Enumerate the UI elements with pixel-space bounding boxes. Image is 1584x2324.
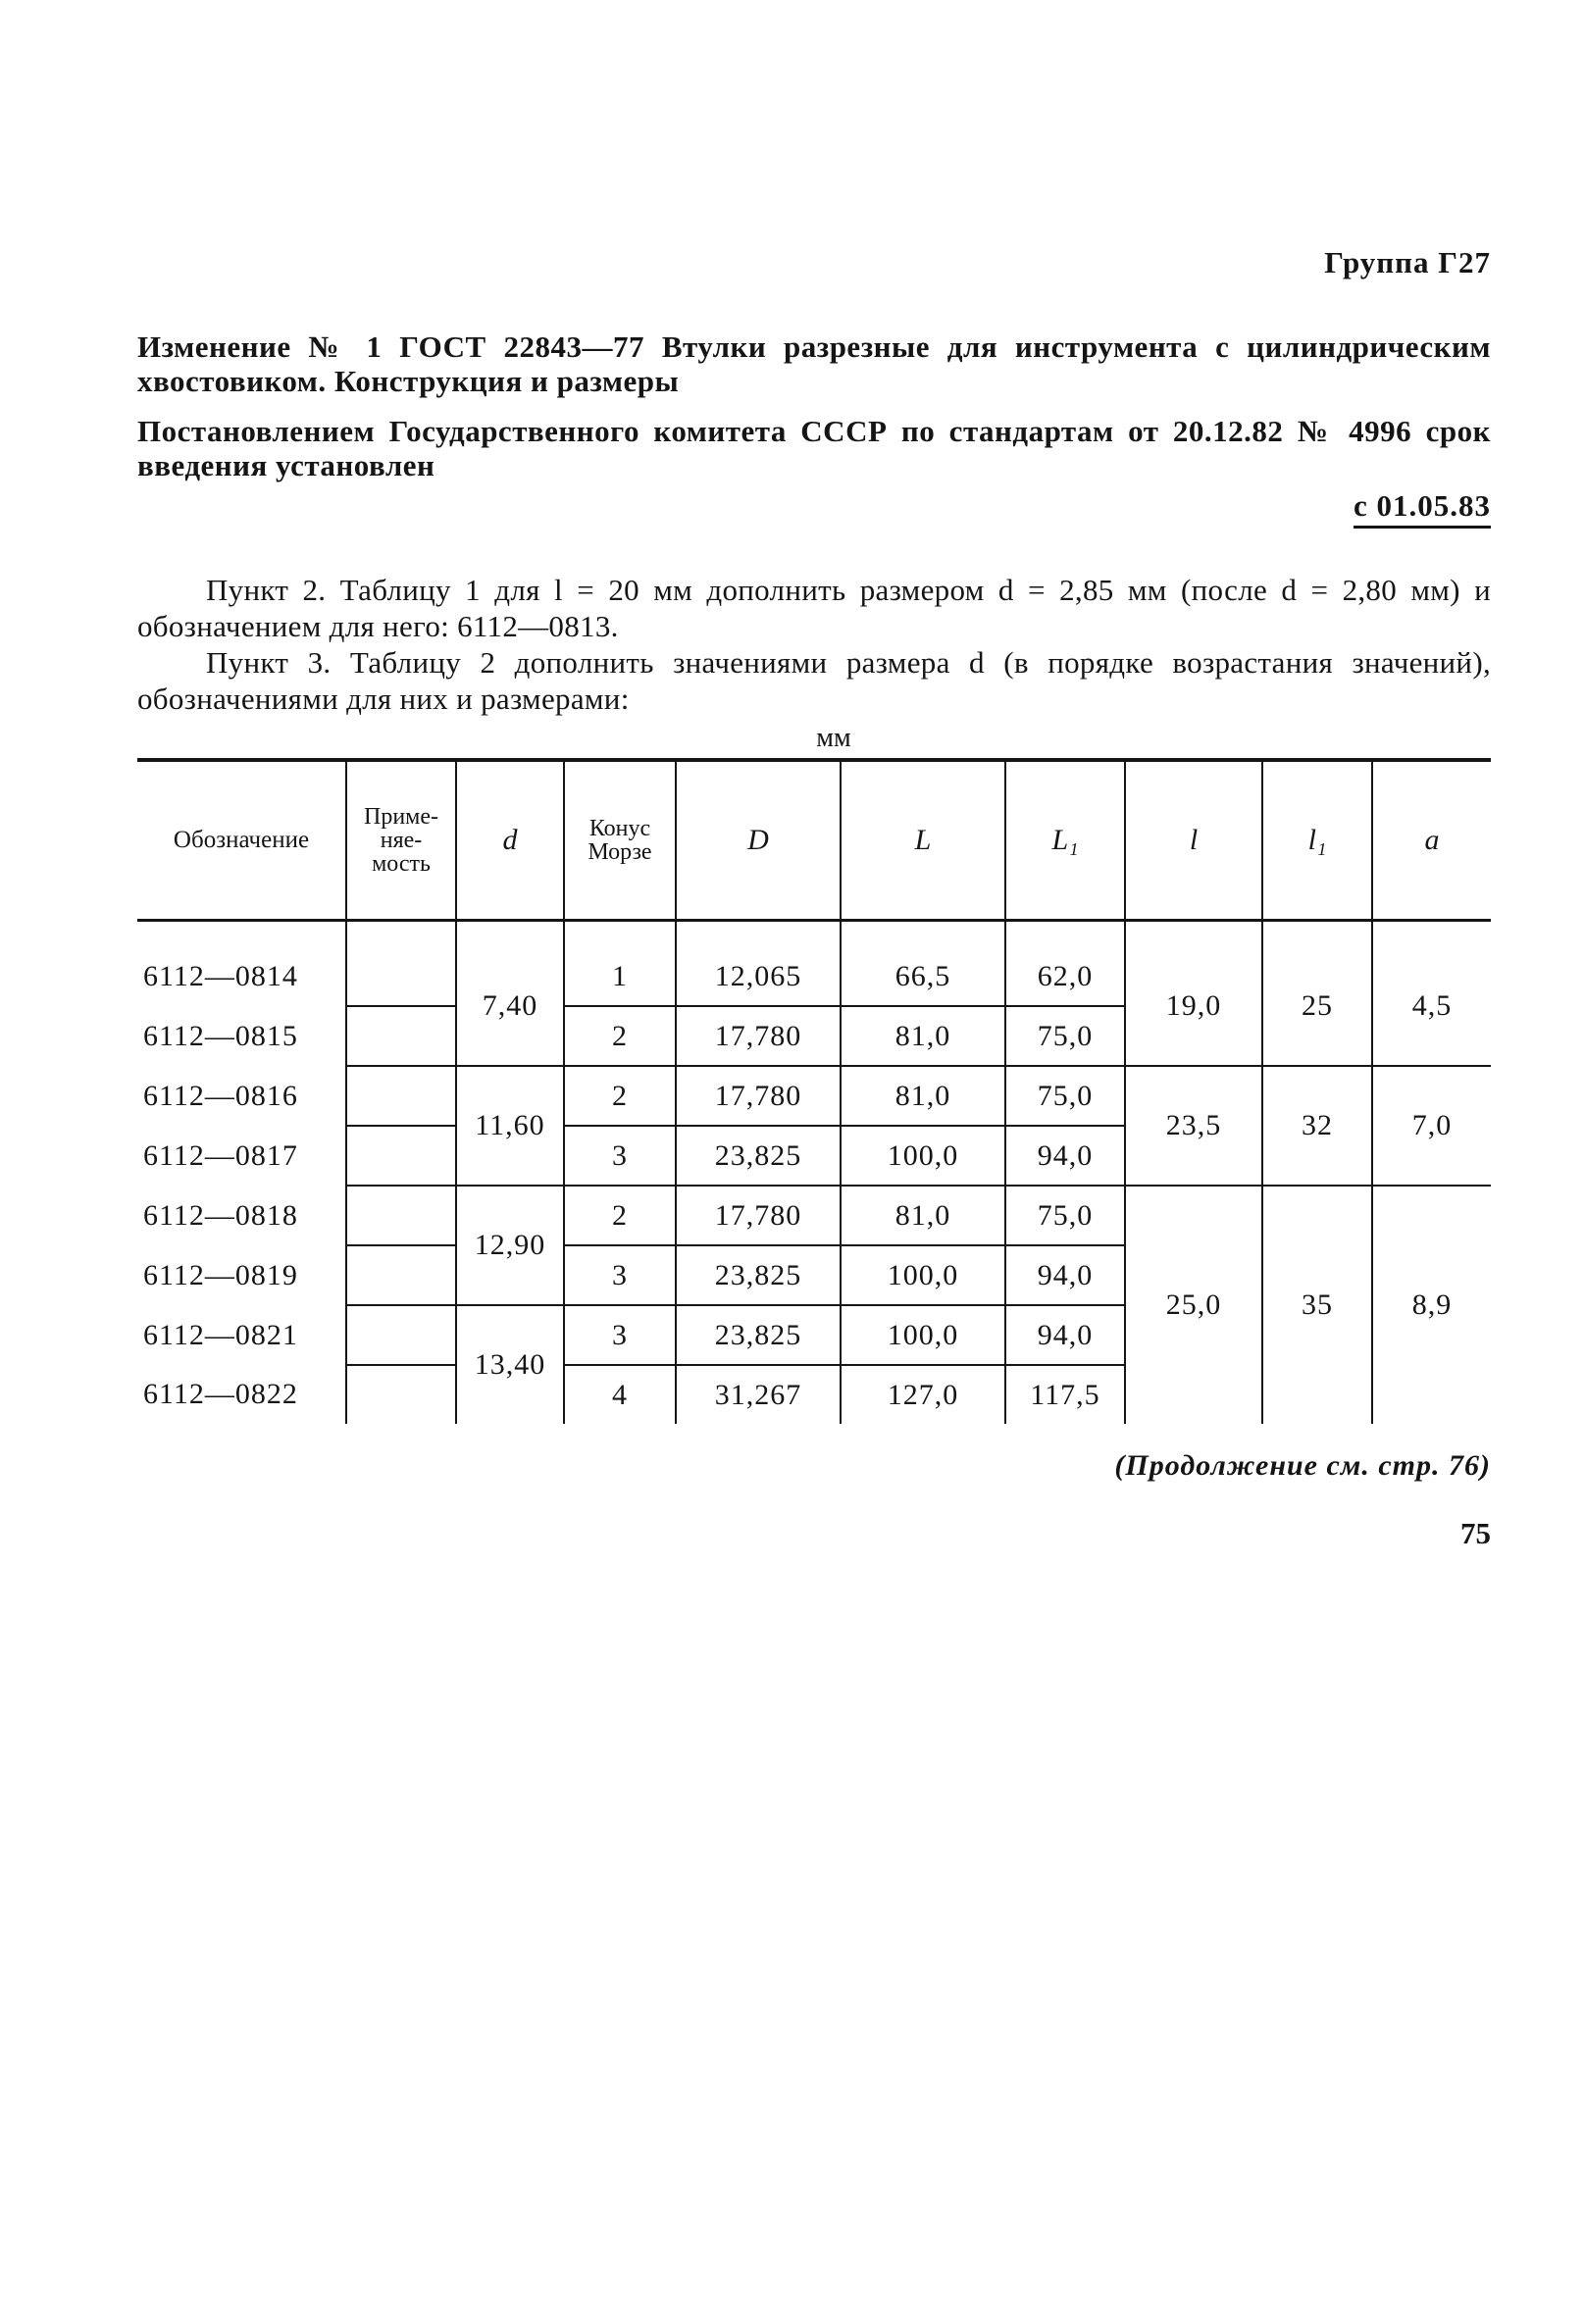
header-L1: L₁ [1005,760,1125,921]
table-header-row [137,760,1491,921]
header-morse-cone: Конус Морзе [564,760,676,921]
cell-cone: 4 [564,1365,676,1424]
header-D: D [676,760,841,921]
header-l: l [1125,760,1262,921]
cell-cone: 1 [564,921,676,1007]
cell-L1: 94,0 [1005,1126,1125,1186]
header-l1: l₁ [1262,760,1372,921]
cell-applicability [346,921,456,1007]
cell-d: 12,90 [456,1186,564,1305]
cell-applicability [346,1006,456,1066]
cell-D: 12,065 [676,921,841,1007]
header-L: L [841,760,1005,921]
cell-cone: 2 [564,1006,676,1066]
table-unit: мм [816,723,851,753]
cell-L: 127,0 [841,1365,1005,1424]
decree-text: Постановлением Государственного комитета СССР по стандартам от 20.12.82 № 4996 срок введения установлен [137,414,1491,482]
cell-d: 13,40 [456,1305,564,1424]
continuation-note: (Продолжение см. стр. 76) [1114,1449,1491,1482]
cell-L1: 75,0 [1005,1186,1125,1245]
cell-cone: 3 [564,1305,676,1365]
document-page [137,245,1491,1551]
cell-L1: 94,0 [1005,1305,1125,1365]
cell-D: 23,825 [676,1245,841,1305]
cell-l: 19,0 [1125,921,1262,1067]
cell-L1: 62,0 [1005,921,1125,1007]
cell-L1: 75,0 [1005,1006,1125,1066]
cell-a: 7,0 [1372,1066,1491,1186]
cell-applicability [346,1186,456,1245]
table-row [137,1066,1491,1126]
cell-D: 17,780 [676,1066,841,1126]
cell-code: 6112—0815 [143,1019,298,1052]
cell-L: 100,0 [841,1126,1005,1186]
group-code: Группа Г27 [1324,245,1491,279]
header-applicability: Приме-няе-мость [346,760,456,921]
cell-applicability [346,1066,456,1126]
cell-l1: 25 [1262,921,1372,1067]
cell-l1: 32 [1262,1066,1372,1186]
cell-d: 7,40 [456,921,564,1067]
header-d: d [456,760,564,921]
cell-cone: 2 [564,1186,676,1245]
cell-applicability [346,1365,456,1424]
cell-L: 66,5 [841,921,1005,1007]
cell-D: 17,780 [676,1186,841,1245]
cell-L: 81,0 [841,1066,1005,1126]
header-designation: Обозначение [173,827,310,853]
cell-L1: 94,0 [1005,1245,1125,1305]
page-number: 75 [1460,1516,1491,1550]
cell-D: 31,267 [676,1365,841,1424]
cell-code: 6112—0814 [143,960,298,992]
cell-L: 100,0 [841,1245,1005,1305]
paragraph-item-2: Пункт 2. Таблицу 1 для l = 20 мм дополнить размером d = 2,85 мм (после d = 2,80 мм) и обозначением для него: 6112—0813. [137,573,1491,643]
amendment-title: Изменение № 1 ГОСТ 22843—77 Втулки разрезные для инструмента с цилиндрическим хвостовиком. Конструкция и размеры [137,329,1491,398]
effective-date-value: с 01.05.83 [1354,488,1491,529]
cell-d: 11,60 [456,1066,564,1186]
cell-applicability [346,1126,456,1186]
header-a: a [1372,760,1491,921]
cell-code: 6112—0822 [143,1378,298,1410]
table-row [137,921,1491,1007]
paragraph-item-3: Пункт 3. Таблицу 2 дополнить значениями размера d (в порядке возрастания значений), обозначениями для них и размерами: [137,645,1491,716]
cell-cone: 2 [564,1066,676,1126]
cell-L: 81,0 [841,1006,1005,1066]
cell-cone: 3 [564,1126,676,1186]
cell-D: 23,825 [676,1305,841,1365]
cell-D: 23,825 [676,1126,841,1186]
cell-code: 6112—0819 [143,1258,298,1291]
effective-date [137,488,1491,529]
cell-l: 25,0 [1125,1186,1262,1424]
cell-code: 6112—0817 [143,1138,298,1172]
cell-L1: 117,5 [1005,1365,1125,1424]
cell-a: 8,9 [1372,1186,1491,1424]
cell-L: 100,0 [841,1305,1005,1365]
dimensions-table [137,758,1491,1424]
cell-applicability [346,1245,456,1305]
table-row [137,1186,1491,1245]
cell-l: 23,5 [1125,1066,1262,1186]
cell-a: 4,5 [1372,921,1491,1067]
cell-code: 6112—0818 [143,1198,298,1232]
cell-D: 17,780 [676,1006,841,1066]
cell-code: 6112—0816 [143,1079,298,1112]
cell-L: 81,0 [841,1186,1005,1245]
cell-applicability [346,1305,456,1365]
cell-L1: 75,0 [1005,1066,1125,1126]
cell-code: 6112—0821 [143,1318,298,1351]
cell-l1: 35 [1262,1186,1372,1424]
cell-cone: 3 [564,1245,676,1305]
